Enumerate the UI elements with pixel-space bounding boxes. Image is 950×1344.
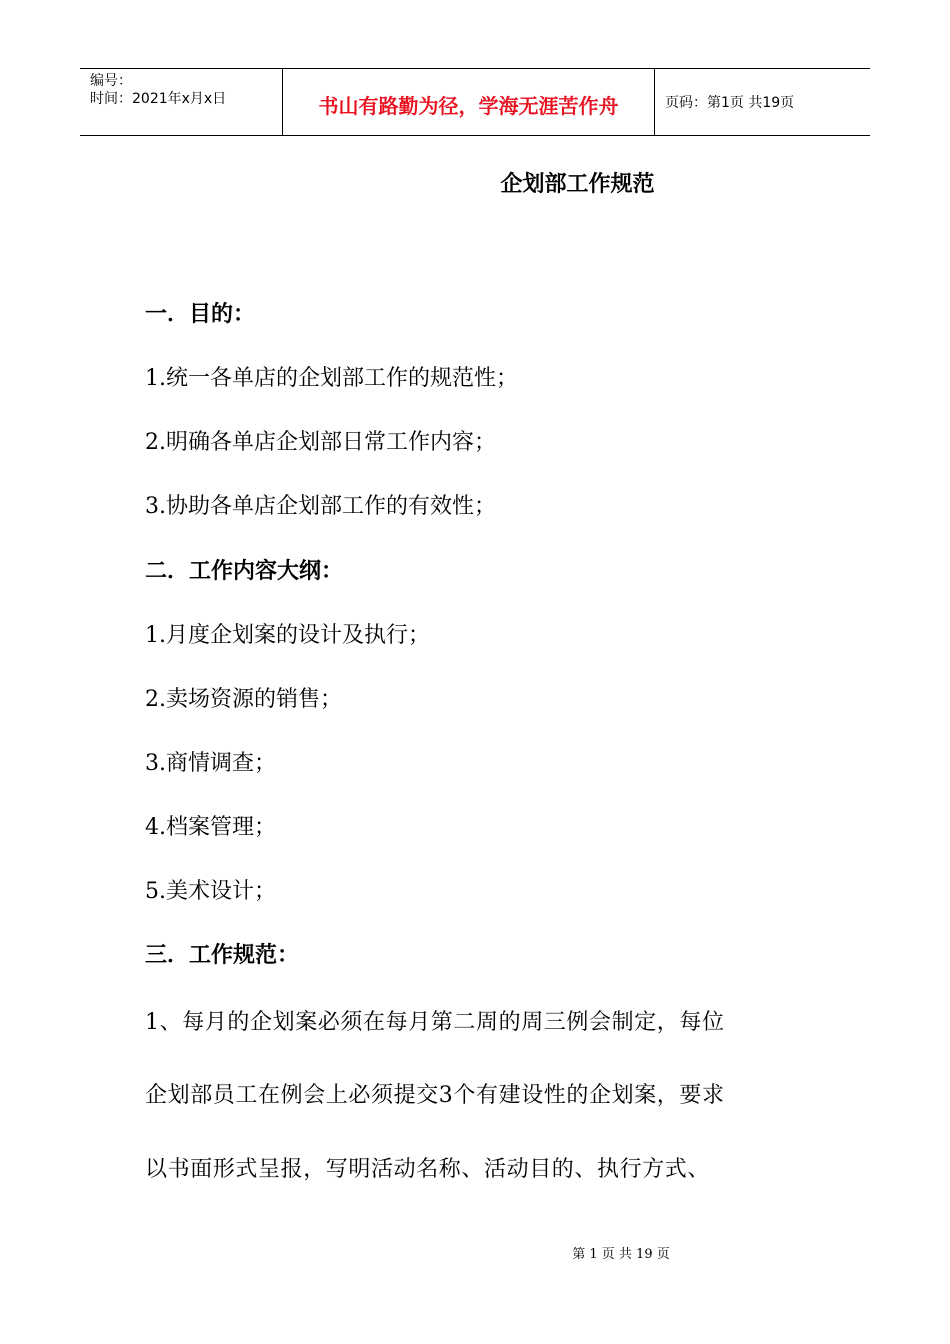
purpose-item: 1.统一各单店的企划部工作的规范性； <box>145 366 518 391</box>
document-title: 企划部工作规范 <box>500 172 655 197</box>
purpose-item: 2.明确各单店企划部日常工作内容； <box>145 430 496 455</box>
document-header <box>80 68 870 136</box>
header-meta <box>80 69 282 135</box>
time-label: 时间：2021年x月x日 <box>90 91 227 107</box>
purpose-item: 3.协助各单店企划部工作的有效性； <box>145 494 496 519</box>
outline-item: 5.美术设计； <box>145 879 276 904</box>
section-heading-purpose: 一．目的： <box>145 302 256 327</box>
paragraph-line: 1、每月的企划案必须在每月第二周的周三例会制定，每位 <box>145 1010 725 1035</box>
paragraph-line: 企划部员工在例会上必须提交3个有建设性的企划案，要求 <box>145 1083 725 1108</box>
page-footer: 第 1 页 共 19 页 <box>572 1247 670 1262</box>
outline-item: 3.商情调查； <box>145 751 276 776</box>
paragraph-line: 以书面形式呈报，写明活动名称、活动目的、执行方式、 <box>145 1157 711 1182</box>
header-motto: 书山有路勤为径，学海无涯苦作舟 <box>282 69 655 135</box>
section-heading-standards: 三．工作规范： <box>145 943 300 968</box>
section-heading-outline: 二．工作内容大纲： <box>145 559 344 584</box>
outline-item: 2.卖场资源的销售； <box>145 687 342 712</box>
outline-item: 4.档案管理； <box>145 815 276 840</box>
number-label: 编号： <box>90 73 132 89</box>
header-page-info: 页码：第1页 共19页 <box>665 95 795 111</box>
outline-item: 1.月度企划案的设计及执行； <box>145 623 430 648</box>
